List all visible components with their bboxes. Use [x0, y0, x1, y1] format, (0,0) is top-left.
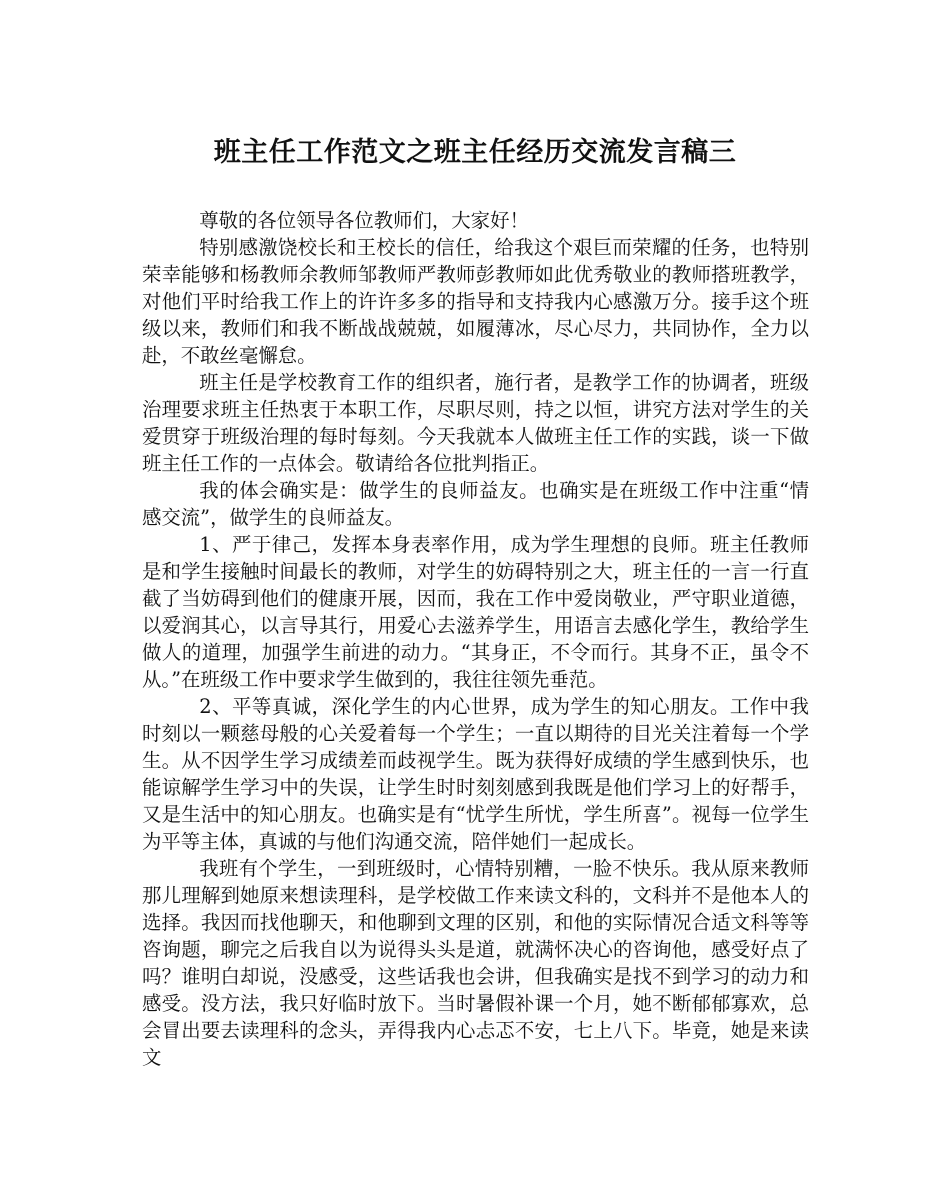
document-title: 班主任工作范文之班主任经历交流发言稿三	[213, 137, 737, 168]
body-paragraph: 我班有个学生，一到班级时，心情特别糟，一脸不快乐。我从原来教师那儿理解到她原来想读理科，是学校做工作来读文科的，文科并不是他本人的选择。我因而找他聊天，和他聊到文理的区别，和他的实际情况合适文科等等咨询题，聊完之后我自以为说得头头是道，就满怀决心的咨询他，感受好点了吗？谁明白却说，没感受，这些话我也会讲，但我确实是找不到学习的动力和感受。没方法，我只好临时放下。当时暑假补课一个月，她不断郁郁寡欢，总会冒出要去读理科的念头，弄得我内心忐忑不安，七上八下。毕竟，她是来读文	[142, 857, 809, 1069]
document-body	[142, 207, 809, 1071]
body-paragraph: 1、严于律己，发挥本身表率作用，成为学生理想的良师。班主任教师是和学生接触时间最长的教师，对学生的妨碍特别之大，班主任的一言一行直截了当妨碍到他们的健康开展，因而，我在工作中爱岗敬业，严守职业道德，以爱润其心，以言导其行，用爱心去滋养学生，用语言去感化学生，教给学生做人的道理，加强学生前进的动力。“其身正，不令而行。其身不正，虽令不从。”在班级工作中要求学生做到的，我往往领先垂范。	[142, 533, 809, 691]
body-paragraph: 班主任是学校教育工作的组织者，施行者，是教学工作的协调者，班级治理要求班主任热衷于本职工作，尽职尽则，持之以恒，讲究方法对学生的关爱贯穿于班级治理的每时每刻。今天我就本人做班主任工作的实践，谈一下做班主任工作的一点体会。敬请给各位批判指正。	[142, 371, 809, 475]
body-paragraph: 2、平等真诚，深化学生的内心世界，成为学生的知心朋友。工作中我时刻以一颗慈母般的心关爱着每一个学生；一直以期待的目光关注着每一个学生。从不因学生学习成绩差而歧视学生。既为获得好成绩的学生感到快乐，也能谅解学生学习中的失误，让学生时时刻刻感到我既是他们学习上的好帮手，又是生活中的知心朋友。也确实是有“忧学生所忧，学生所喜”。视每一位学生为平等主体，真诚的与他们沟通交流，陪伴她们一起成长。	[142, 695, 809, 853]
body-paragraph: 我的体会确实是：做学生的良师益友。也确实是在班级工作中注重“情感交流”，做学生的良师益友。	[142, 479, 809, 529]
greeting-paragraph: 尊敬的各位领导各位教师们，大家好！	[199, 209, 529, 232]
body-paragraph: 特别感激饶校长和王校长的信任，给我这个艰巨而荣耀的任务，也特别荣幸能够和杨教师余教师邹教师严教师彭教师如此优秀敬业的教师搭班教学，对他们平时给我工作上的许许多多的指导和支持我内心感激万分。接手这个班级以来，教师们和我不断战战兢兢，如履薄冰，尽心尽力，共同协作，全力以赴，不敢丝毫懈怠。	[142, 236, 809, 367]
